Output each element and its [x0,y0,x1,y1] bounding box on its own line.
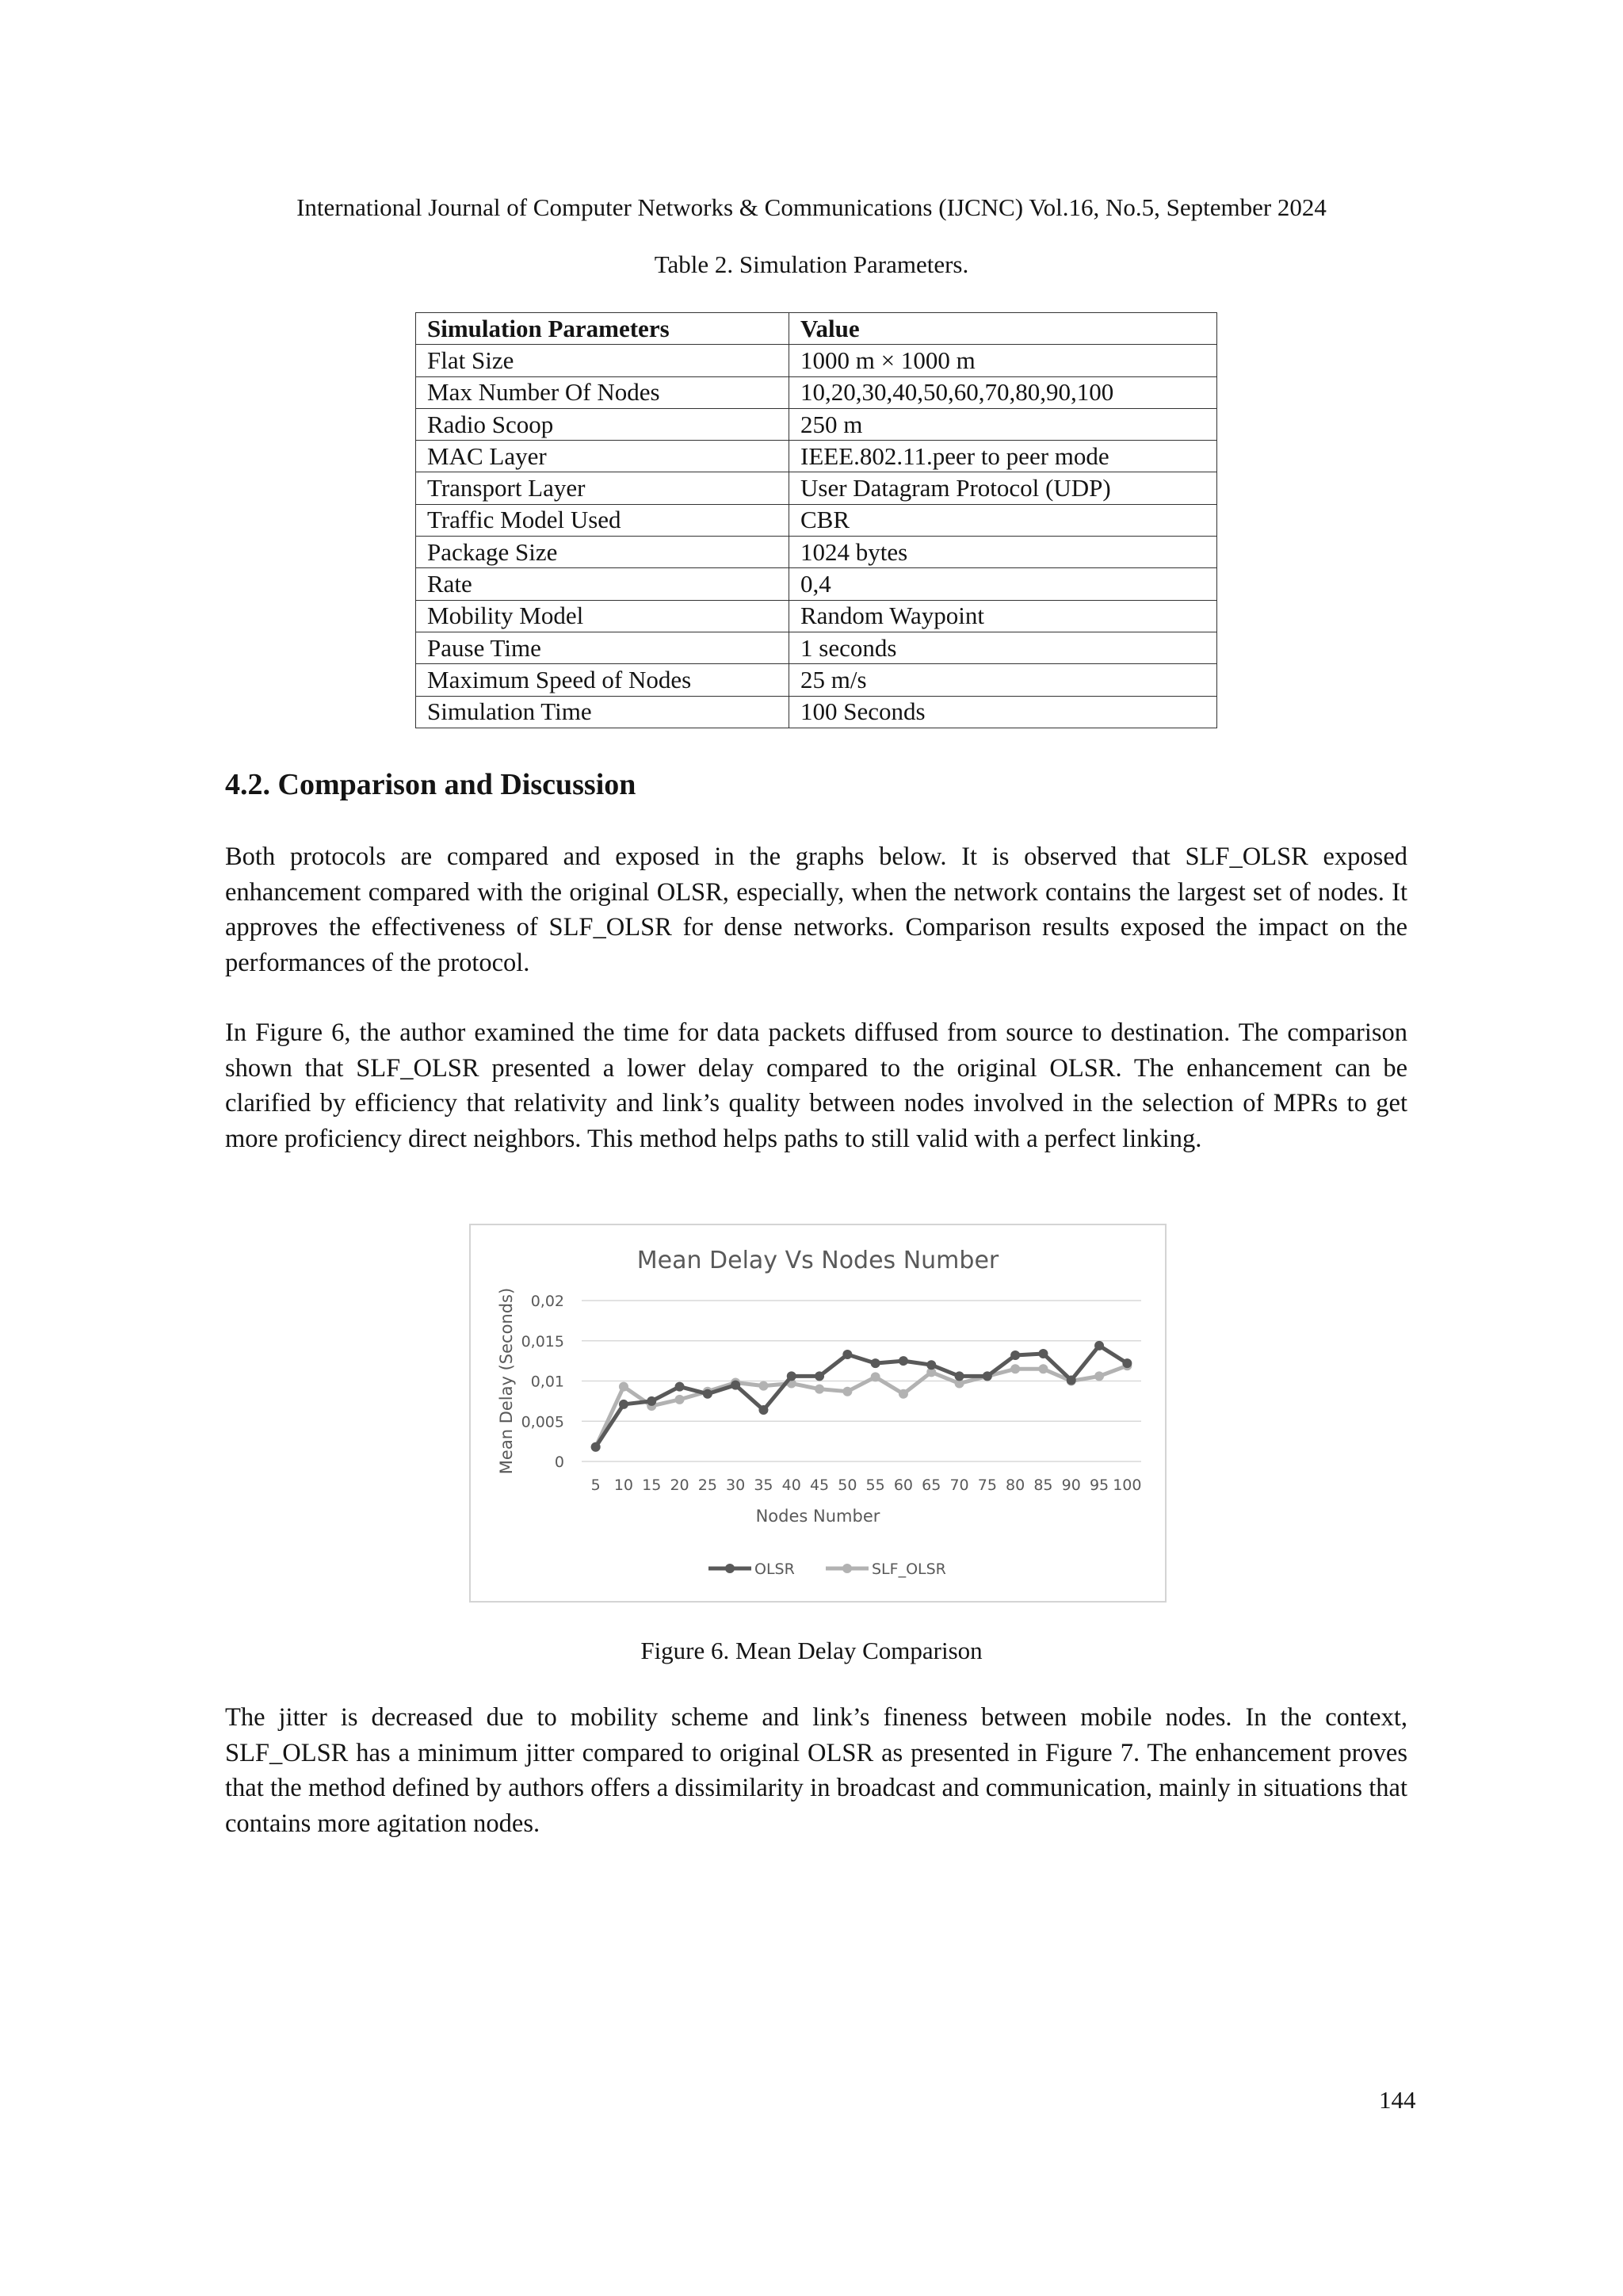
table-header-cell: Value [789,313,1217,345]
table-row [416,696,1217,728]
table-row [416,537,1217,568]
parameter-cell: Transport Layer [416,472,789,504]
x-tick-label: 80 [1006,1477,1025,1494]
x-tick-label: 75 [977,1477,997,1494]
data-point-slf_olsr [1010,1364,1020,1373]
data-point-olsr [899,1356,908,1366]
paragraph: Both protocols are compared and exposed in the graphs below. It is observed that SLF_OLSR exposed enhancement compared with the original OLSR, especially, when the network contains the largest set of nodes. It approves the effectiveness of SLF_OLSR for dense networks. Comparison results exposed the impact on the performances of the protocol. [225,842,1407,977]
x-tick-label: 100 [1113,1477,1142,1494]
data-point-olsr [1122,1358,1132,1368]
simulation-parameters-table [415,312,1217,728]
figure-caption: Figure 6. Mean Delay Comparison [640,1637,983,1664]
data-point-olsr [619,1400,628,1409]
table-row [416,408,1217,440]
x-tick-label: 95 [1089,1477,1109,1494]
chart-title: Mean Delay Vs Nodes Number [636,1247,999,1274]
data-point-olsr [871,1358,880,1368]
table-row [416,504,1217,536]
data-point-slf_olsr [675,1395,685,1404]
parameter-cell: Package Size [416,537,789,568]
x-tick-label: 85 [1033,1477,1053,1494]
data-point-olsr [1067,1375,1076,1385]
x-tick-label: 35 [754,1477,773,1494]
legend-label-slf_olsr: SLF_OLSR [872,1561,946,1578]
table-row [416,472,1217,504]
parameter-cell: Maximum Speed of Nodes [416,664,789,696]
value-cell: Random Waypoint [789,600,1217,632]
parameter-cell: Traffic Model Used [416,504,789,536]
section-heading: 4.2. Comparison and Discussion [225,768,636,801]
data-point-olsr [842,1350,852,1359]
parameter-cell: Mobility Model [416,600,789,632]
data-point-slf_olsr [1094,1371,1104,1381]
paragraph: The jitter is decreased due to mobility scheme and link’s fineness between mobile nodes. In the context, SLF_OLSR has a minimum jitter compared to original OLSR as presented in Figure 7. The enhancement proves that the method defined by authors offers a dissimilarity in broadcast and communication, mainly in situations that contains more agitation nodes. [225,1703,1407,1838]
x-tick-label: 20 [670,1477,689,1494]
value-cell: 10,20,30,40,50,60,70,80,90,100 [789,376,1217,408]
data-point-olsr [1038,1349,1048,1358]
table-row [416,441,1217,472]
x-tick-label: 70 [949,1477,969,1494]
value-cell: 25 m/s [789,664,1217,696]
data-point-slf_olsr [899,1389,908,1399]
data-point-olsr [926,1360,936,1370]
data-point-olsr [983,1371,992,1381]
data-point-olsr [647,1396,656,1406]
table-caption: Table 2. Simulation Parameters. [654,250,969,278]
parameter-cell: Flat Size [416,345,789,376]
paragraph: In Figure 6, the author examined the time for data packets diffused from source to destination. The comparison shown that SLF_OLSR presented a lower delay compared to the original OLSR. The enhancement can be clarified by efficiency that relativity and link’s quality between nodes involved in the selection of MPRs to get more proficiency direct neighbors. This method helps paths to still valid with a perfect linking. [225,1018,1407,1153]
journal-header: International Journal of Computer Networks & Communications (IJCNC) Vol.16, No.5, September 2024 [296,193,1327,221]
table-header-row [416,313,1217,345]
data-point-slf_olsr [871,1372,880,1381]
x-tick-label: 15 [642,1477,662,1494]
data-point-slf_olsr [842,1387,852,1396]
y-tick-label: 0,02 [530,1293,564,1310]
legend-marker-olsr [725,1564,735,1573]
data-point-olsr [703,1389,712,1399]
y-tick-label: 0,015 [521,1332,564,1350]
value-cell: 1000 m × 1000 m [789,345,1217,376]
value-cell: User Datagram Protocol (UDP) [789,472,1217,504]
x-tick-label: 65 [922,1477,941,1494]
x-tick-label: 60 [893,1477,914,1494]
parameter-cell: Simulation Time [416,696,789,728]
value-cell: CBR [789,504,1217,536]
data-point-slf_olsr [1038,1364,1048,1373]
table-row [416,664,1217,696]
y-axis-label: Mean Delay (Seconds) [497,1287,516,1475]
table-header-cell: Simulation Parameters [416,313,789,345]
data-point-olsr [955,1371,964,1381]
x-tick-label: 30 [726,1477,746,1494]
data-point-olsr [815,1371,824,1381]
figure-chart-frame [469,1224,1167,1603]
value-cell: 1 seconds [789,632,1217,663]
table-row [416,376,1217,408]
data-point-olsr [787,1371,796,1381]
data-point-slf_olsr [815,1385,824,1394]
parameter-cell: Radio Scoop [416,408,789,440]
page-number: 144 [1379,2086,1416,2114]
data-point-slf_olsr [619,1382,628,1392]
x-tick-label: 25 [697,1477,717,1494]
data-point-olsr [731,1381,740,1390]
x-axis-label: Nodes Number [755,1507,880,1526]
value-cell: 0,4 [789,568,1217,600]
x-tick-label: 10 [613,1477,634,1494]
value-cell: 250 m [789,408,1217,440]
legend-label-olsr: OLSR [754,1561,795,1578]
value-cell: IEEE.802.11.peer to peer mode [789,441,1217,472]
data-point-olsr [591,1442,601,1452]
table-row [416,600,1217,632]
x-tick-label: 5 [590,1477,601,1494]
parameter-cell: Max Number Of Nodes [416,376,789,408]
y-tick-label: 0 [554,1454,564,1471]
table-row [416,345,1217,376]
parameter-cell: Pause Time [416,632,789,663]
series-line-slf_olsr [596,1366,1128,1447]
x-tick-label: 45 [809,1477,830,1494]
data-point-olsr [1094,1341,1104,1350]
x-tick-label: 90 [1061,1477,1081,1494]
x-tick-label: 40 [781,1477,801,1494]
data-point-slf_olsr [758,1381,768,1391]
parameter-cell: MAC Layer [416,441,789,472]
x-tick-label: 55 [865,1477,885,1494]
y-tick-label: 0,01 [530,1373,564,1391]
data-point-olsr [1010,1350,1020,1360]
series-line-olsr [596,1346,1128,1447]
value-cell: 1024 bytes [789,537,1217,568]
y-tick-label: 0,005 [521,1413,564,1431]
table-row [416,632,1217,663]
legend-marker-slf_olsr [842,1564,852,1573]
mean-delay-chart [471,1225,1165,1601]
data-point-olsr [758,1405,768,1415]
table-row [416,568,1217,600]
value-cell: 100 Seconds [789,696,1217,728]
parameter-cell: Rate [416,568,789,600]
data-point-olsr [675,1382,685,1392]
x-tick-label: 50 [838,1477,857,1494]
